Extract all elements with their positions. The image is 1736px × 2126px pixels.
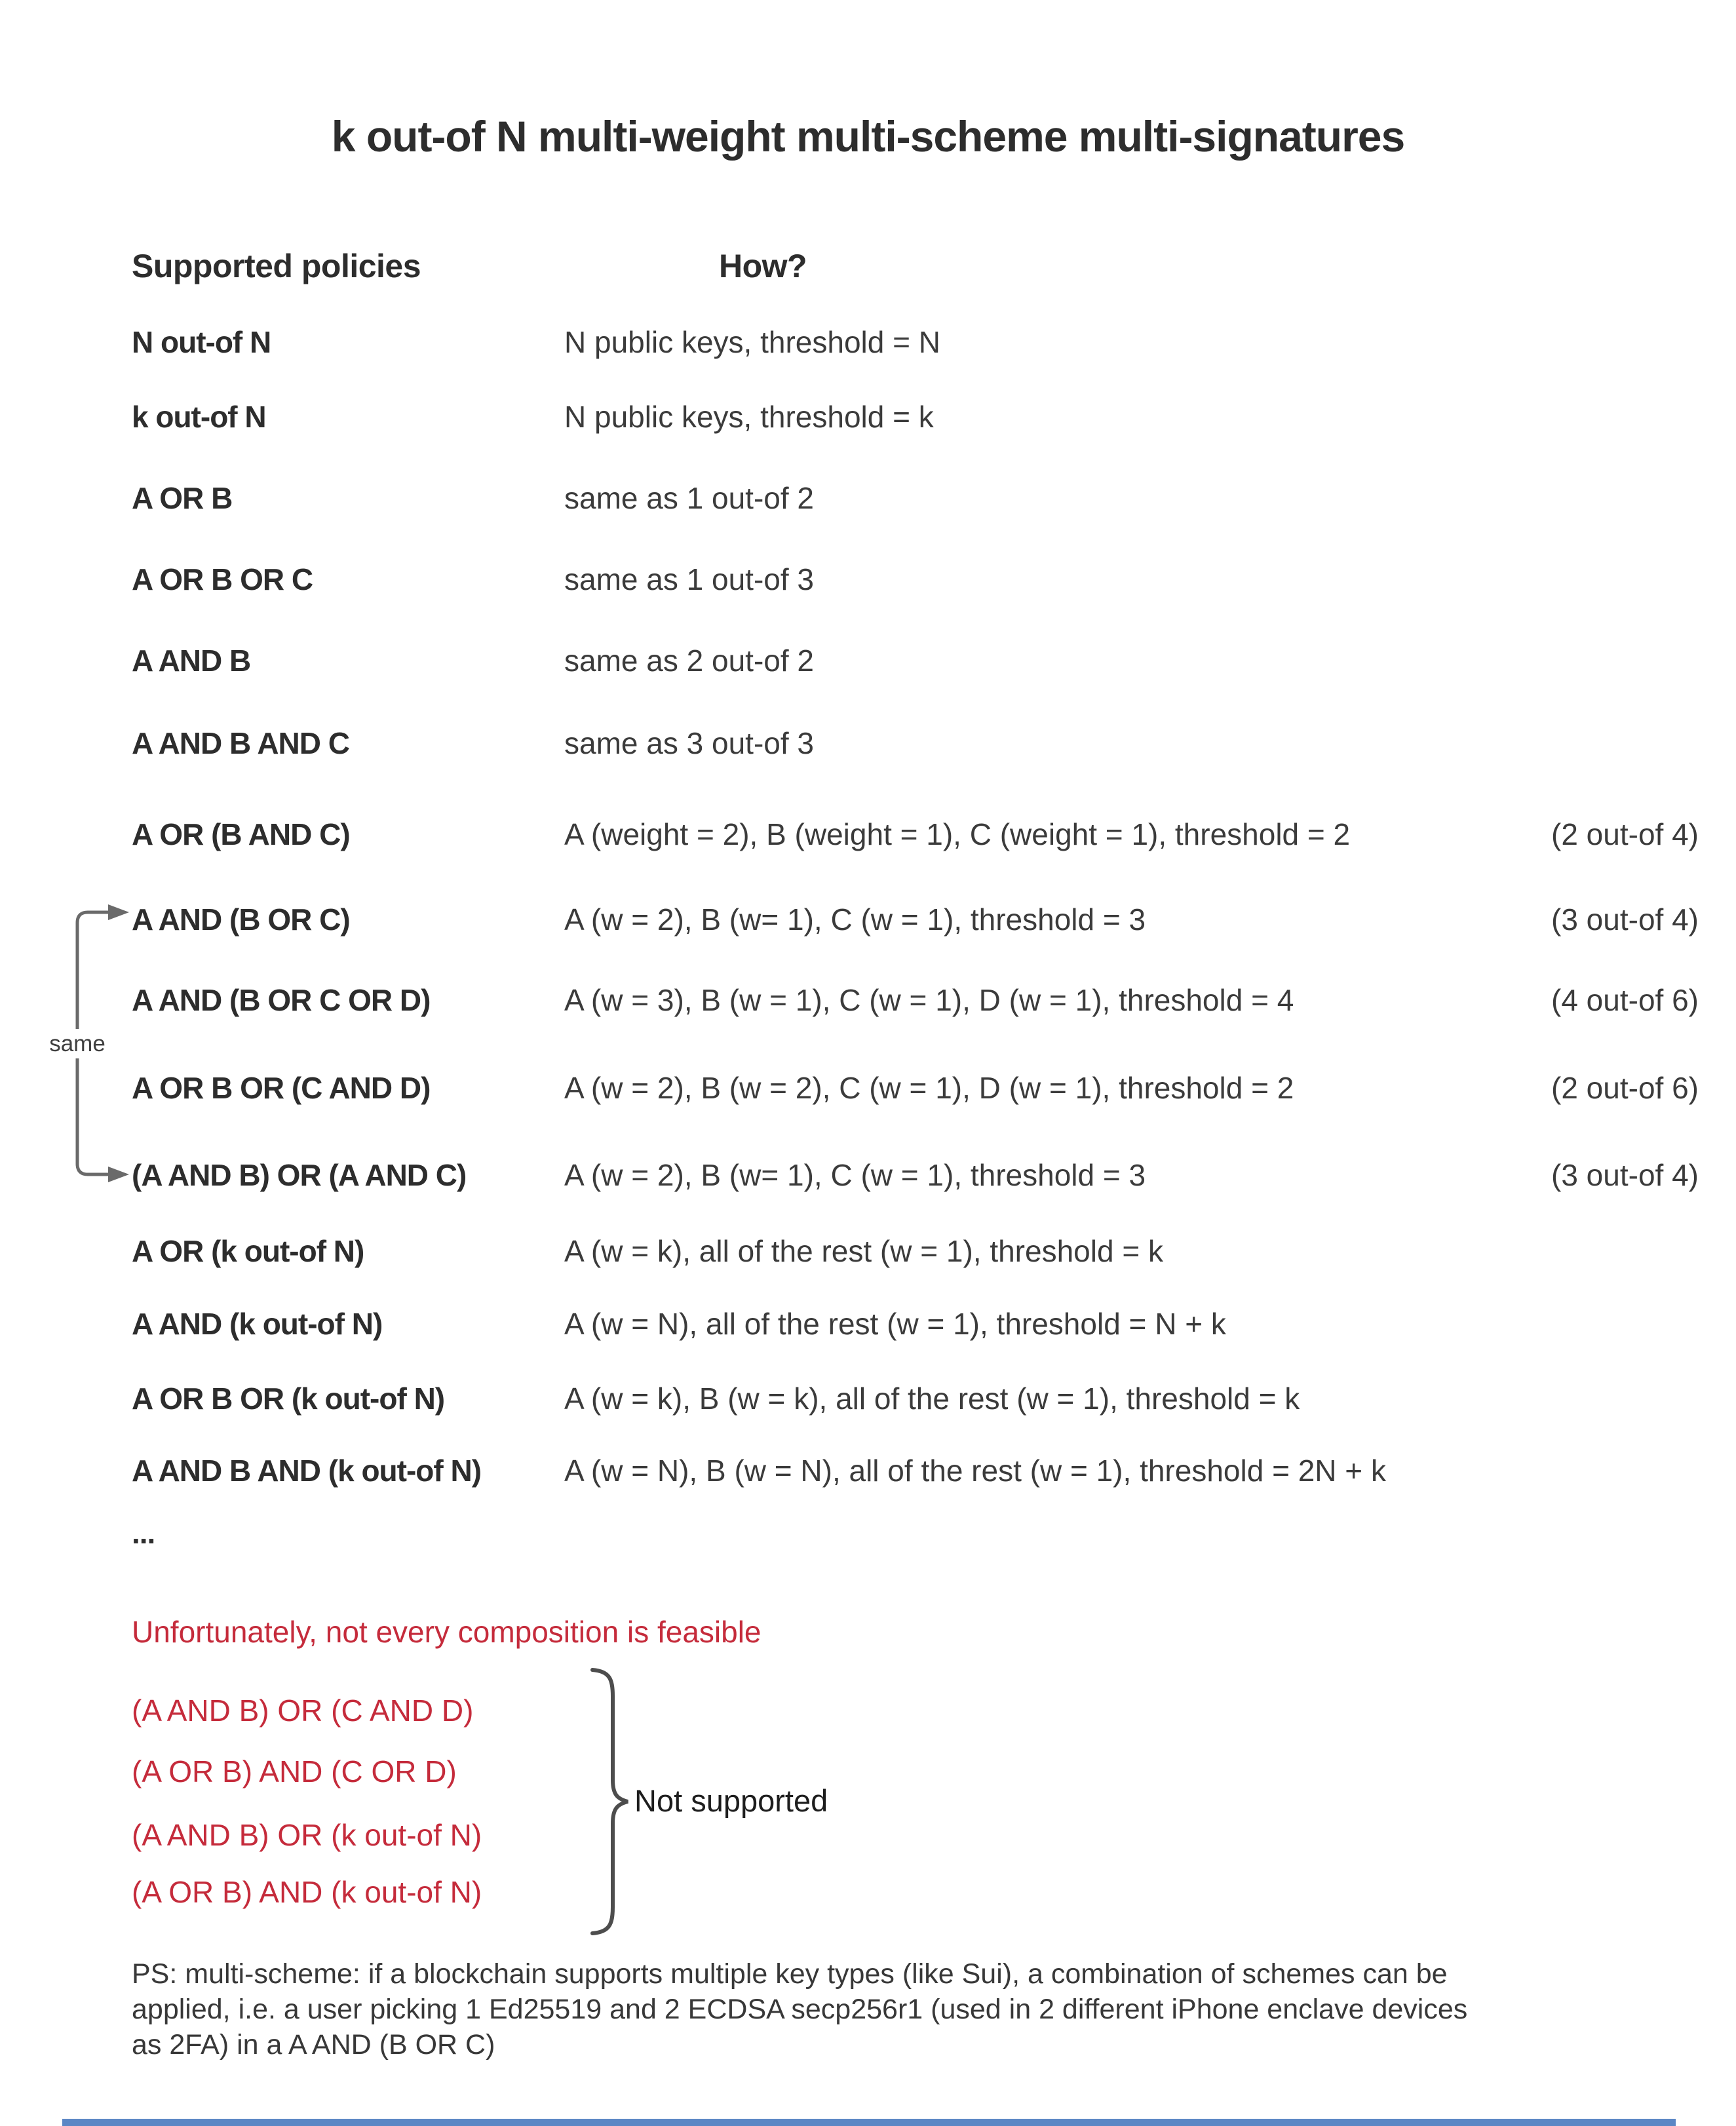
how-cell: A (w = k), B (w = k), all of the rest (w = 1), threshold = k (564, 1382, 1300, 1416)
how-cell: same as 2 out-of 2 (564, 644, 814, 678)
table-row (0, 819, 1736, 849)
bottom-bar (62, 2119, 1676, 2126)
not-supported-brace (583, 1663, 642, 1939)
policy-cell: k out-of N (132, 400, 266, 434)
column-header-supported-policies: Supported policies (132, 248, 421, 284)
how-cell: A (w = 2), B (w= 1), C (w = 1), threshold = 3 (564, 902, 1146, 937)
how-cell: same as 1 out-of 3 (564, 562, 814, 596)
policy-cell: A OR B OR (C AND D) (132, 1071, 431, 1105)
table-row (0, 483, 1736, 513)
policy-cell: A OR B OR (k out-of N) (132, 1382, 445, 1416)
policy-cell: (A AND B) OR (A AND C) (132, 1158, 467, 1192)
infeasible-item: (A OR B) AND (C OR D) (132, 1754, 457, 1788)
table-row (0, 646, 1736, 676)
how-cell: A (w = N), B (w = N), all of the rest (w = 1), threshold = 2N + k (564, 1454, 1386, 1488)
infeasible-item: (A OR B) AND (k out-of N) (132, 1875, 482, 1909)
ps-note (132, 1956, 1639, 2062)
table-row (0, 1383, 1736, 1414)
outof-cell: (2 out-of 4) (1551, 817, 1699, 851)
policy-cell: A OR B (132, 481, 233, 515)
ps-line: PS: multi-scheme: if a blockchain supports multiple key types (like Sui), a combination of schemes can be (132, 1958, 1448, 1990)
table-row (0, 728, 1736, 758)
table-row (0, 327, 1736, 357)
column-header-how: How? (719, 248, 807, 284)
table-row-ellipsis (0, 1518, 1736, 1548)
how-cell: same as 3 out-of 3 (564, 726, 814, 760)
infeasible-item: (A AND B) OR (k out-of N) (132, 1818, 482, 1852)
outof-cell: (2 out-of 6) (1551, 1071, 1699, 1105)
not-supported-label: Not supported (634, 1783, 828, 1818)
table-row (0, 1236, 1736, 1266)
policy-cell: A OR (k out-of N) (132, 1234, 364, 1268)
how-cell: A (w = 2), B (w= 1), C (w = 1), threshold = 3 (564, 1158, 1146, 1192)
policy-cell: N out-of N (132, 325, 271, 359)
ps-line: applied, i.e. a user picking 1 Ed25519 and 2 ECDSA secp256r1 (used in 2 different iPhone enclave devices (132, 1994, 1468, 2025)
table-row (0, 1456, 1736, 1486)
policy-cell: A AND B (132, 644, 251, 678)
table-row (0, 985, 1736, 1015)
table-row (0, 564, 1736, 594)
table-row (0, 1160, 1736, 1190)
policy-cell: A AND B AND (k out-of N) (132, 1454, 482, 1488)
ps-line: as 2FA) in a A AND (B OR C) (132, 2029, 495, 2060)
page-title: k out-of N multi-weight multi-scheme multi-signatures (331, 112, 1405, 161)
policy-cell: A OR (B AND C) (132, 817, 350, 851)
outof-cell: (3 out-of 4) (1551, 902, 1699, 937)
how-cell: A (weight = 2), B (weight = 1), C (weight = 1), threshold = 2 (564, 817, 1351, 851)
how-cell: A (w = k), all of the rest (w = 1), threshold = k (564, 1234, 1163, 1268)
table-row (0, 402, 1736, 432)
policy-cell: A AND B AND C (132, 726, 349, 760)
outof-cell: (3 out-of 4) (1551, 1158, 1699, 1192)
policy-cell: A AND (k out-of N) (132, 1307, 383, 1341)
policy-cell: A AND (B OR C) (132, 902, 350, 937)
policy-cell: A OR B OR C (132, 562, 313, 596)
table-row (0, 1309, 1736, 1339)
how-cell: N public keys, threshold = k (564, 400, 934, 434)
table-row (0, 904, 1736, 935)
infeasible-heading: Unfortunately, not every composition is feasible (132, 1615, 762, 1649)
infeasible-item: (A AND B) OR (C AND D) (132, 1693, 474, 1728)
table-row (0, 1073, 1736, 1103)
same-annotation-label: same (38, 1031, 117, 1057)
how-cell: A (w = N), all of the rest (w = 1), threshold = N + k (564, 1307, 1226, 1341)
how-cell: N public keys, threshold = N (564, 325, 940, 359)
how-cell: same as 1 out-of 2 (564, 481, 814, 515)
policy-cell: A AND (B OR C OR D) (132, 983, 431, 1017)
outof-cell: (4 out-of 6) (1551, 983, 1699, 1017)
how-cell: A (w = 3), B (w = 1), C (w = 1), D (w = 1), threshold = 4 (564, 983, 1294, 1017)
ellipsis-cell: ... (132, 1516, 155, 1550)
how-cell: A (w = 2), B (w = 2), C (w = 1), D (w = 1), threshold = 2 (564, 1071, 1294, 1105)
